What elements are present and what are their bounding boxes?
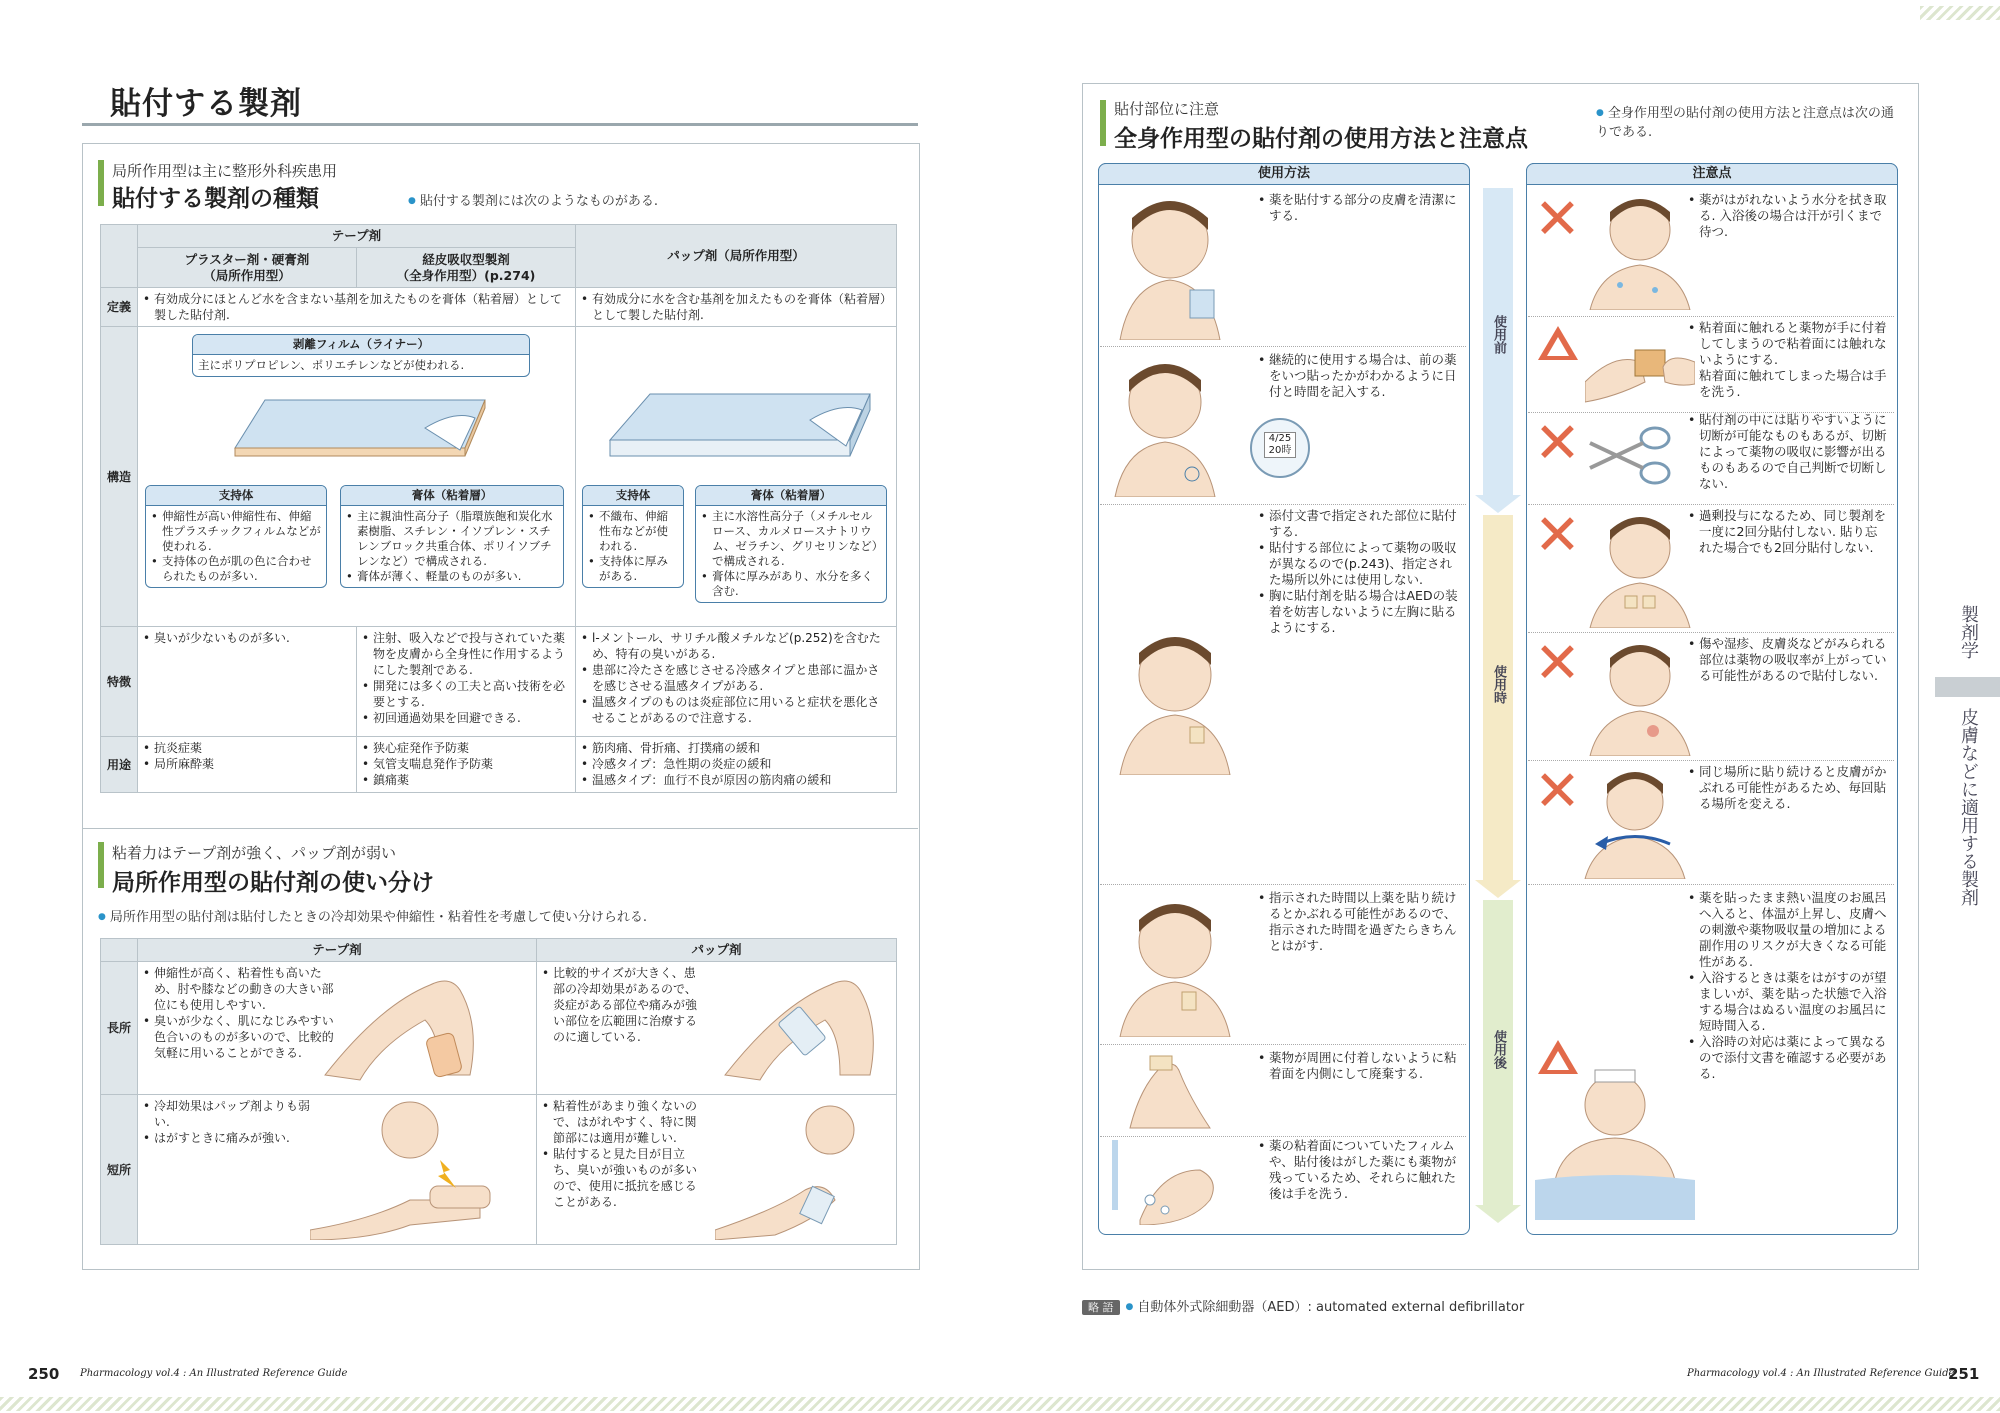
caution-item: • 傷や湿疹、皮膚炎などがみられる部位は薬物の吸収率が上がっている可能性があるので貼付しない.: [1688, 636, 1888, 684]
section2-marker: [98, 842, 104, 888]
def-pap: • 有効成分に水を含む基剤を加えたものを膏体（粘着層）として製した貼付剤.: [581, 291, 891, 323]
figure-touch-adhesive: [1585, 322, 1695, 407]
caution-item: • 過剰投与になるため、同じ製剤を一度に2回分貼付しない. 貼り忘れた場合でも2回分貼付しない.: [1688, 508, 1888, 556]
feature-item: • 患部に冷たさを感じさせる冷感タイプと患部に温かさを感じさせる温感タイプがある.: [581, 662, 891, 694]
caution-column-header: 注意点: [1526, 163, 1898, 185]
figure-rotate-site: [1560, 764, 1700, 879]
row-structure: 構造: [101, 327, 138, 627]
footer-text: Pharmacology vol.4 : An Illustrated Reference Guide: [80, 1368, 348, 1379]
demerit-item: • 冷却効果はパップ剤よりも弱い.: [143, 1098, 313, 1130]
row-usage: 用途: [101, 737, 138, 793]
right-title: 全身作用型の貼付剤の使用方法と注意点: [1114, 126, 1528, 152]
caution-row-3: [1528, 412, 1894, 505]
date-callout: [1250, 418, 1310, 478]
feature-item: • 注射、吸入などで投与されていた薬物を皮膚から全身性に作用するようにした製剤である.: [362, 630, 570, 678]
usage-step-item: • 貼付する部位によって薬物の吸収が異なるので(p.243)、指定された場所以外には使用しない.: [1258, 540, 1463, 588]
scissors-icon: [1585, 418, 1685, 498]
phase-before-label: 使用前: [1491, 315, 1506, 354]
pap-body-title: 膏体（粘着層）: [696, 486, 886, 506]
usage-item: • 冷感タイプ：急性期の炎症の緩和: [581, 756, 891, 772]
section2-title: 局所作用型の貼付剤の使い分け: [112, 870, 434, 896]
section2-note: ● 局所作用型の貼付剤は貼付したときの冷却効果や伸縮性・粘着性を考慮して使い分けられる.: [98, 906, 647, 925]
tape-layer-illustration: [225, 390, 500, 470]
figure-sweat: [1585, 190, 1695, 310]
usage-item: • 抗炎症薬: [143, 740, 351, 756]
date-label-2: 20時: [1268, 445, 1292, 456]
usage-item: • 局所麻酔薬: [143, 756, 351, 772]
phase-during-arrowhead: [1475, 880, 1521, 898]
structure-item: • 膏体が薄く、軽量のものが多い.: [346, 569, 558, 584]
usage-column-header: 使用方法: [1098, 163, 1470, 185]
section1-subtitle: 局所作用型は主に整形外科疾患用: [112, 162, 338, 180]
cmp-tape-header: テープ剤: [138, 939, 537, 962]
tape-support-label: [145, 485, 327, 588]
section1-note: ● 貼付する製剤には次のようなものがある.: [408, 190, 658, 209]
caution-item: • 入浴するときは薬をはがすのが望ましいが、薬を貼った状態で入浴する場合はぬるい温度のお風呂に短時間入る.: [1688, 970, 1888, 1034]
tape-elbow-illustration: [320, 965, 490, 1085]
pap-layer-illustration: [600, 390, 880, 470]
usage-step-item: • 継続的に使用する場合は、前の薬をいつ貼ったかがわかるように日付と時間を記入する.: [1258, 352, 1463, 400]
caution-row-1: [1528, 186, 1894, 317]
def-tape: • 有効成分にほとんど水を含まない基剤を加えたものを膏体（粘着層）として製した貼付剤.: [143, 291, 570, 323]
tape-support-title: 支持体: [146, 486, 326, 506]
usage-item: • 鎮痛薬: [362, 772, 570, 788]
row-merit: 長所: [101, 962, 138, 1095]
page-title: 貼付する製剤: [110, 86, 302, 122]
section-divider: [82, 828, 918, 829]
row-features: 特徴: [101, 627, 138, 737]
structure-item: • 伸縮性が高い伸縮性布、伸縮性プラスチックフィルムなどが使われる.: [151, 509, 321, 554]
feature-item: • l-メントール、サリチル酸メチルなど(p.252)を含むため、特有の臭いがある.: [581, 630, 891, 662]
figure-apply-chest: [1110, 625, 1250, 775]
structure-item: • 不織布、伸縮性布などが使われる.: [588, 509, 678, 554]
page-number-right: 251: [1948, 1365, 1980, 1383]
feature-item: • 温感タイプのものは炎症部位に用いると症状を悪化させることがあるので注意する.: [581, 694, 891, 726]
side-tab-pharmaceutics: 製剤学: [1958, 605, 1979, 659]
plaster-header: プラスター剤・硬膏剤 （局所作用型）: [138, 248, 357, 288]
pap-elbow-illustration: [720, 965, 890, 1085]
merit-item: • 比較的サイズが大きく、患部の冷却効果があるので、炎症がある部位や痛みが強い部位を広範囲に治療するのに適している.: [542, 965, 702, 1045]
caution-item: • 粘着面に触れると薬物が手に付着してしまうので粘着面には触れないようにする.: [1688, 320, 1888, 368]
pap-body-label: [695, 485, 887, 603]
right-note: ● 全身作用型の貼付剤の使用方法と注意点は次の通りである.: [1596, 104, 1906, 142]
pap-support-label: [582, 485, 684, 588]
usage-step-item: • 指示された時間以上薬を貼り続けるとかぶれる可能性があるので、指示された時間を過ぎたらきちんとはがす.: [1258, 890, 1463, 954]
demerit-item: • 貼付すると見た目が目立ち、臭いが強いものが多いので、使用に抵抗を感じることがある.: [542, 1146, 702, 1210]
section1-title: 貼付する製剤の種類: [112, 186, 319, 212]
section1-marker: [98, 160, 104, 206]
side-tab-marker: [1935, 677, 2000, 697]
bottom-stripe-right: [1000, 1397, 2000, 1411]
tape-header: テープ剤: [138, 225, 576, 248]
liner-label: [192, 334, 530, 377]
merit-item: • 臭いが少なく、肌になじみやすい色合いのものが多いので、比較的気軽に用いることができる.: [143, 1013, 343, 1061]
usage-item: • 筋肉痛、骨折痛、打撲痛の緩和: [581, 740, 891, 756]
structure-item: • 支持体の色が肌の色に合わせられたものが多い.: [151, 554, 321, 584]
row-demerit: 短所: [101, 1095, 138, 1245]
caution-item: • 薬がはがれないよう水分を拭き取る. 入浴後の場合は汗が引くまで待つ.: [1688, 192, 1888, 240]
cmp-pap-header: パップ剤: [537, 939, 897, 962]
caution-item: • 薬を貼ったまま熱い温度のお風呂へ入ると、体温が上昇し、皮膚への刺激や薬物吸収量の増加による副作用のリスクが大きくなる可能性がある.: [1688, 890, 1888, 970]
structure-item: • 支持体に厚みがある.: [588, 554, 678, 584]
usage-step-item: • 薬の粘着面についていたフィルムや、貼付後はがした薬にも薬物が残っているため、それらに触れた後は手を洗う.: [1258, 1138, 1463, 1202]
feature-item: • 初回通過効果を回避できる.: [362, 710, 570, 726]
phase-during-label: 使用時: [1491, 665, 1506, 704]
cross-mark-icon: ✕: [1534, 187, 1581, 252]
warning-triangle-icon: [1538, 326, 1578, 360]
caution-row-4: [1528, 504, 1894, 633]
usage-item: • 狭心症発作予防薬: [362, 740, 570, 756]
top-stripe-right: [1920, 6, 2000, 20]
caution-item: • 同じ場所に貼り続けると皮膚がかぶれる可能性があるため、毎回貼る場所を変える.: [1688, 764, 1888, 812]
figure-hot-bath: [1535, 1060, 1695, 1220]
structure-item: • 膏体に厚みがあり、水分を多く含む.: [701, 569, 881, 599]
tape-body-label: [340, 485, 564, 588]
phase-after-label: 使用後: [1491, 1030, 1506, 1069]
footer-text-right: Pharmacology vol.4 : An Illustrated Reference Guide: [1687, 1368, 1955, 1379]
page-number: 250: [28, 1365, 60, 1383]
right-page: [1000, 0, 2000, 1413]
tape-peel-pain-illustration: [310, 1100, 510, 1240]
structure-item: • 主に水溶性高分子（メチルセルロース、カルメロースナトリウム、ゼラチン、グリセリンなど）で構成される.: [701, 509, 881, 569]
phase-before-arrowhead: [1475, 495, 1521, 513]
structure-item: • 主に親油性高分子（脂環族飽和炭化水素樹脂、スチレン・イソプレン・スチレンブロック共重合体、ポリイソブチレンなど）で構成される.: [346, 509, 558, 569]
figure-double-dose: [1585, 508, 1695, 628]
cross-mark-icon: ✕: [1534, 503, 1581, 568]
caution-row-5: [1528, 632, 1894, 761]
figure-clean-skin: [1110, 190, 1250, 340]
right-subtitle: 貼付部位に注意: [1114, 100, 1220, 118]
date-label-1: 4/25: [1268, 433, 1292, 444]
usage-item: • 気管支喘息発作予防薬: [362, 756, 570, 772]
caution-item: • 粘着面に触れてしまった場合は手を洗う.: [1688, 368, 1888, 400]
figure-damaged-skin: [1585, 636, 1695, 756]
pap-support-title: 支持体: [583, 486, 683, 506]
figure-write-date: [1110, 352, 1250, 497]
glossary-tag: 略 語: [1082, 1300, 1120, 1315]
caution-row-2: [1528, 316, 1894, 413]
feature-item: • 開発には多くの工夫と高い技術を必要とする.: [362, 678, 570, 710]
pap-header: パップ剤（局所作用型）: [576, 225, 897, 288]
glossary: [1082, 1296, 1524, 1315]
pap-unsticky-illustration: [715, 1100, 895, 1240]
usage-item: • 温感タイプ：血行不良が原因の筋肉痛の緩和: [581, 772, 891, 788]
row-definition: 定義: [101, 288, 138, 327]
demerit-item: • 粘着性があまり強くないので、はがれやすく、特に関節部には適用が難しい.: [542, 1098, 702, 1146]
caution-item: • 入浴時の対応は薬によって異なるので添付文書を確認する必要がある.: [1688, 1034, 1888, 1082]
usage-step-item: • 胸に貼付剤を貼る場合はAEDの装着を妨害しないように左胸に貼るようにする.: [1258, 588, 1463, 636]
tape-body-title: 膏体（粘着層）: [341, 486, 563, 506]
usage-step-item: • 薬を貼付する部分の皮膚を清潔にする.: [1258, 192, 1463, 224]
figure-dispose: [1120, 1048, 1240, 1133]
figure-wash-hands: [1110, 1140, 1250, 1225]
title-rule: [82, 123, 918, 126]
cross-mark-icon: ✕: [1534, 411, 1581, 476]
liner-text: 主にポリプロピレン、ポリエチレンなどが使われる.: [198, 358, 465, 372]
right-section-marker: [1100, 100, 1106, 146]
glossary-text: ● 自動体外式除細動器（AED）: automated external defibrillator: [1126, 1300, 1525, 1315]
figure-peel-on-time: [1110, 892, 1250, 1037]
usage-step-item: • 薬物が周囲に付着しないように粘着面を内側にして廃棄する.: [1258, 1050, 1463, 1082]
demerit-item: • はがすときに痛みが強い.: [143, 1130, 313, 1146]
side-tab-skin-preparations: 皮膚などに適用する製剤: [1958, 708, 1979, 906]
section2-subtitle: 粘着力はテープ剤が強く、パップ剤が弱い: [112, 844, 396, 862]
liner-title: 剥離フィルム（ライナー）: [193, 335, 529, 355]
merit-item: • 伸縮性が高く、粘着性も高いため、肘や膝などの動きの大きい部位にも使用しやすい.: [143, 965, 343, 1013]
usage-step-item: • 添付文書で指定された部位に貼付する.: [1258, 508, 1463, 540]
feature-item: • 臭いが少ないものが多い.: [143, 630, 351, 646]
transdermal-header: 経皮吸収型製剤 （全身作用型）(p.274): [357, 248, 576, 288]
caution-item: • 貼付剤の中には貼りやすいように切断が可能なものもあるが、切断によって薬物の吸収に影響が出るものもあるので自己判断で切断しない.: [1688, 412, 1888, 492]
cross-mark-icon: ✕: [1534, 631, 1581, 696]
phase-after-arrowhead: [1475, 1205, 1521, 1223]
cross-mark-icon: ✕: [1534, 759, 1581, 824]
bottom-stripe: [0, 1397, 1000, 1411]
